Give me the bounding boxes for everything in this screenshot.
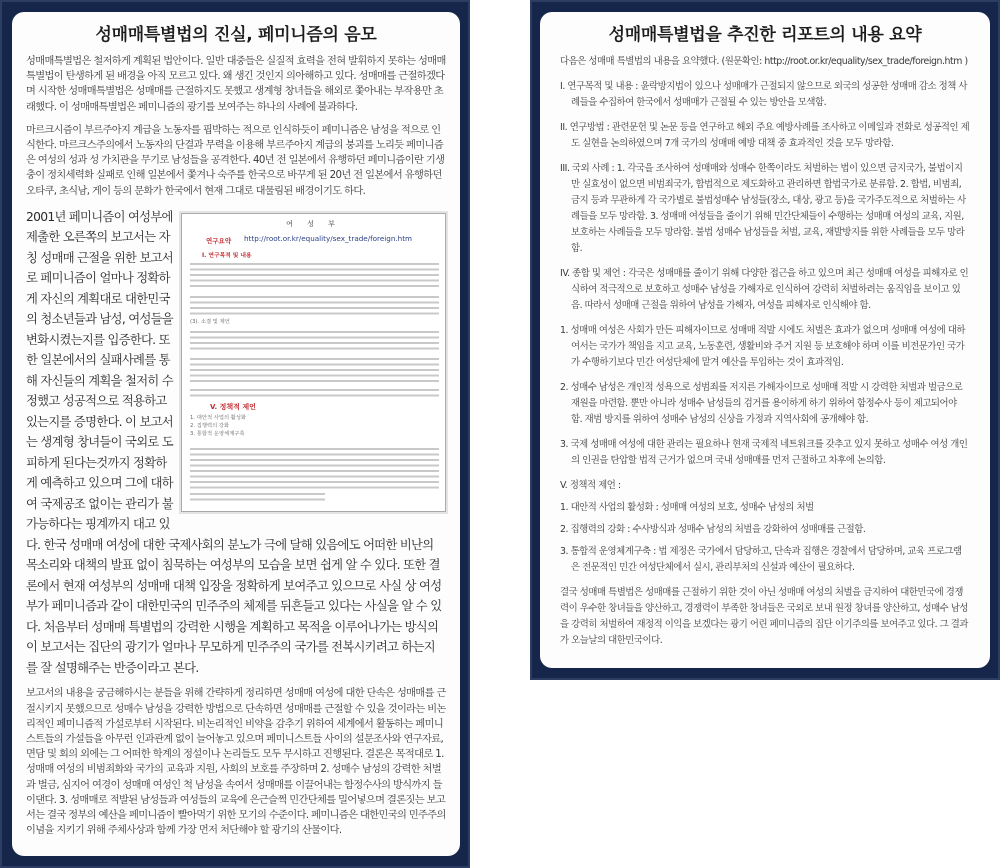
article-paragraph-report-intro: 2001년 페미니즘이 여성부에 제출한 오른쪽의 보고서는 자칭 성매매 근절을 위한 보고서로 페미니즘이 얼마나 정확하게 자신의 계획대로 대한민국의 청소년들과 남성, 여성들을 변화시켰는지를 입증한다. 또한 일본에서의 실패사례를 통해 자신들의 계획을 철저히 수정했고 성공적으로 적용하고 있는지를 증명한다. 이 보고서는 생계형 창녀들이 국외로 도피하게 된다는것까지 정확하게 예측하고 있으며 그에 대하여 국제공조 없이는 관리가 불가능하다는 핑계까지 대고 있다. 한국 성매매 여성에 대한 국제사회의 분노가 극에 달해 있음에도 어떠한 비난의 목소리와 대책의 발표 없이 침묵하는 여성부의 모습을 보면 쉽게 알 수 있다. 또한 결론에서 현재 여성부의 성매매 대책 입장을 정확하게 보여주고 있으므로 사실 상 여성부가 페미니즘과 같이 대한민국의 민주주의 체제를 뒤흔들고 있다는 사실을 알 수 있다. 처음부터 성매매 특별법의 강력한 시행을 계획하고 목적을 이루어나가는 방식의 이 보고서는 집단의 광기가 얼마나 무모하게 민주주의 국가를 전복시키려고 하는지를 잘 설명해주는 반증이라고 본다. [26, 209, 442, 675]
report-text-block [190, 261, 439, 288]
left-article-card [12, 12, 460, 856]
summary-item: 3. 국제 성매매 여성에 대한 관리는 필요하나 현재 국제적 네트워크를 갖추고 있지 못하고 성매수 여성 개인의 인권을 탄압할 법적 근거가 없으며 국내 성매매를 먼저 근절하고 차후에 논의함. [560, 439, 968, 466]
summary-item: III. 국외 사례 : 1. 각국을 조사하여 성매매와 성매수 한쪽이라도 처벌하는 법이 있으면 금지국가, 불법이지만 실효성이 없으면 비범죄국가, 합법적으로 제도화하고 관리하면 합법국가로 분류함. 2. 합법, 비범죄, 금지 등과 무관하게 각 국가별로 불법성매수 남성들(장소, 대상, 광고 등)을 국가주도적으로 처벌하는 사례들을 모두 망라함. 3. 성매매 여성들을 줄이기 위해 민간단체들이 수행하는 성매매 여성의 교육, 지원, 보호하는 사례들을 모두 망라함. 불법 성매수 남성들을 처벌, 교육, 재발방지를 위한 사례들을 모두 망라함. [560, 163, 966, 254]
left-panel [0, 0, 470, 868]
summary-title: 성매매특별법을 추진한 리포트의 내용 요약 [608, 25, 922, 45]
article-paragraph: 성매매특별법은 철저하게 계획된 법안이다. 일반 대중들은 실질적 효력을 전혀 발휘하지 못하는 성매매특별법이 탄생하게 된 배경을 아직 모르고 있다. 왜 생긴 것인지 의아해하고 있다. 성매매를 근절하겠다며 시작한 성매매특별법은 성매매를 근절하지도 못했고 생계형 창녀들을 해외로 쫓아내는 부작용만 초래했다. 이 성매매특별법은 페미니즘의 광기를 보여주는 하나의 사례에 불과하다. [26, 56, 446, 113]
report-text-block [190, 387, 439, 398]
summary-item: IV. 종합 및 제언 : 각국은 성매매를 줄이기 위해 다양한 접근을 하고 있으며 최근 성매매 여성을 피해자로 인식하여 적극적으로 보호하고 성매수 남성을 가해자로 인식하여 강력히 처벌하려는 움직임을 보이고 있음. 따라서 성매매 근절을 위하여 남성을 가해자, 여성을 피해자로 인식해야 함. [560, 268, 969, 311]
report-subsection-heading: (3). 소결 및 제언 [190, 318, 230, 325]
summary-item: 1. 대안적 사업의 활성화 : 성매매 여성의 보호, 성매수 남성의 처벌 [560, 502, 814, 513]
report-policy-heading: V. 정책적 제언 [210, 402, 256, 411]
summary-item: 2. 성매수 남성은 개인적 성욕으로 성범죄를 저지른 가해자이므로 성매매 적발 시 강력한 처벌과 벌금으로 재원을 마련함. 뿐만 아니라 성매수 남성들의 검거를 용이하게 하기 위하여 함정수사 등이 제고되어야 함. 재범 방지를 위하여 성매수 남성의 신상을 가정과 지역사회에 공개해야 함. [560, 382, 963, 425]
summary-intro: 다음은 성매매 특별법의 내용을 요약했다. (원문확인: http://root.or.kr/equality/sex_trade/foreign.htm ) [560, 56, 968, 67]
summary-item: I. 연구목적 및 내용 : 윤락방지법이 있으나 성매매가 근절되지 않으므로 외국의 성공한 성매매 감소 정책 사례들을 수집하여 한국에서 성매매가 근절될 수 있는 방안을 모색함. [560, 81, 967, 108]
report-list-item: 2. 집행력의 강화 [190, 422, 230, 429]
right-summary-card [540, 12, 990, 668]
summary-item: 2. 집행력의 강화 : 수사방식과 성매수 남성의 처벌을 강화하여 성매매를 근절함. [560, 524, 866, 535]
report-text-block [190, 329, 439, 351]
right-panel [530, 0, 1000, 680]
article-paragraph: 마르크시즘이 부르주아지 계급을 노동자를 핍박하는 적으로 인식하듯이 페미니즘은 남성을 적으로 인식한다. 마르크스주의에서 노동자의 단결과 무력을 이용해 부르주아지 계급의 붕괴를 노리듯 페미니즘은 여성의 성과 성 가치관을 무기로 남성들을 공격한다. 40년 전 일본에서 유행하던 페미니즘이란 기생충이 정치세력화 실패로 인해 일본에서 쫓겨나 숙주를 한국으로 바꾸게 된 20년 전 일본에서 유행하던 오타쿠, 초식남, 게이 등의 문화가 한국에서 현재 그대로 대물림된 배경이기도 하다. [26, 124, 445, 197]
report-scan-image [181, 213, 446, 512]
report-summary-heading: 연구요약 [206, 236, 232, 245]
article-title: 성매매특별법의 진실, 페미니즘의 음모 [95, 25, 377, 45]
report-text-block [190, 356, 439, 383]
report-ministry: 여 성 부 [286, 219, 341, 228]
report-section-heading: I. 연구목적 및 내용 [202, 252, 252, 259]
summary-item: V. 정책적 제언 : [560, 480, 621, 491]
summary-conclusion: 결국 성매매 특별법은 성매매를 근절하기 위한 것이 아닌 성매매 여성의 처벌을 금지하여 대한민국에 경쟁력이 우수한 창녀들을 양산하고, 경쟁력이 부족한 창녀들은 국외로 보내 원정 창녀를 양산하고, 성매수 남성을 강력히 처벌하여 재정적 이익을 보겠다는 광기 어린 페미니즘의 집단 이기주의를 보여주고 있다. 그 결과가 오늘날의 대한민국이다. [560, 587, 969, 646]
report-list-item: 3. 통합적 운영체계구축 [190, 430, 245, 437]
summary-item: II. 연구방법 : 관련문헌 및 논문 등을 연구하고 해외 주요 예방사례를 조사하고 이메일과 전화로 성공적인 제도 실현을 논의하였으며 7개 국가의 성매매 예방 대책 중 효과적인 것을 모두 망라함. [560, 122, 970, 149]
report-list-item: 1. 대안적 사업의 활성화 [190, 414, 247, 421]
summary-item: 3. 통합적 운영체계구축 : 법 제정은 국가에서 담당하고, 단속과 집행은 경찰에서 담당하며, 교육 프로그램은 전문적인 민간 여성단체에서 실시, 관리부처의 신설과 예산이 필요하다. [560, 546, 962, 573]
report-text-block [190, 491, 325, 502]
summary-item: 1. 성매매 여성은 사회가 만든 피해자이므로 성매매 적발 시에도 처벌은 효과가 없으며 성매매 여성에 대하여서는 국가가 책임을 지고 교육, 노동훈련, 생활비와 주거 지원 등 보호해야 하며 이를 비전문가인 국가가 수행하기보다 민간 여성단체에 맡겨 예산을 투입하는 것이 효과적임. [560, 325, 965, 368]
report-url: http://root.or.kr/equality/sex_trade/foreign.htm [244, 233, 413, 243]
report-text-block [190, 446, 439, 490]
article-paragraph: 보고서의 내용을 궁금해하시는 분들을 위해 간략하게 정리하면 성매매 여성에 대한 단속은 성매매를 근절시키지 못했으므로 성매수 남성을 강력한 방법으로 단속하면 성매매를 근절할 수 있을 것이라는 비논리적인 페미니즘적 가설로부터 시작된다. 비논리적인 비약을 감추기 위하여 세계에서 활동하는 페미니스트들의 가설들을 아무런 인과관계 없이 늘어놓고 있으며 페미니스트들 사이의 설문조사와 연구자료, 면담 및 회의 외에는 그 어떠한 학계의 정설이나 논리들도 모두 무시하고 진행된다. 결론은 목적대로 1. 성매매 여성의 비범죄화와 국가의 교육과 지원, 사회의 보호를 주장하며 2. 성매수 남성의 강력한 처벌과 벌금, 심지어 여경이 성매매 여성인 척 남성을 속여서 성매매를 이끌어내는 함정수사의 방식까지 들이댄다. 3. 성매매로 적발된 남성들과 여성들의 교육에 은근슬쩍 민간단체를 밀어넣으며 결론짓는 보고서는 결국 정부의 예산을 페미니즘이 빨아먹기 위한 모기의 수준이다. 페미니즘은 대한민국의 민주주의 이념을 지키기 위해 주체사상과 함께 가장 먼저 처단해야 할 광기의 산물이다. [26, 688, 446, 837]
report-text-block [190, 294, 439, 316]
